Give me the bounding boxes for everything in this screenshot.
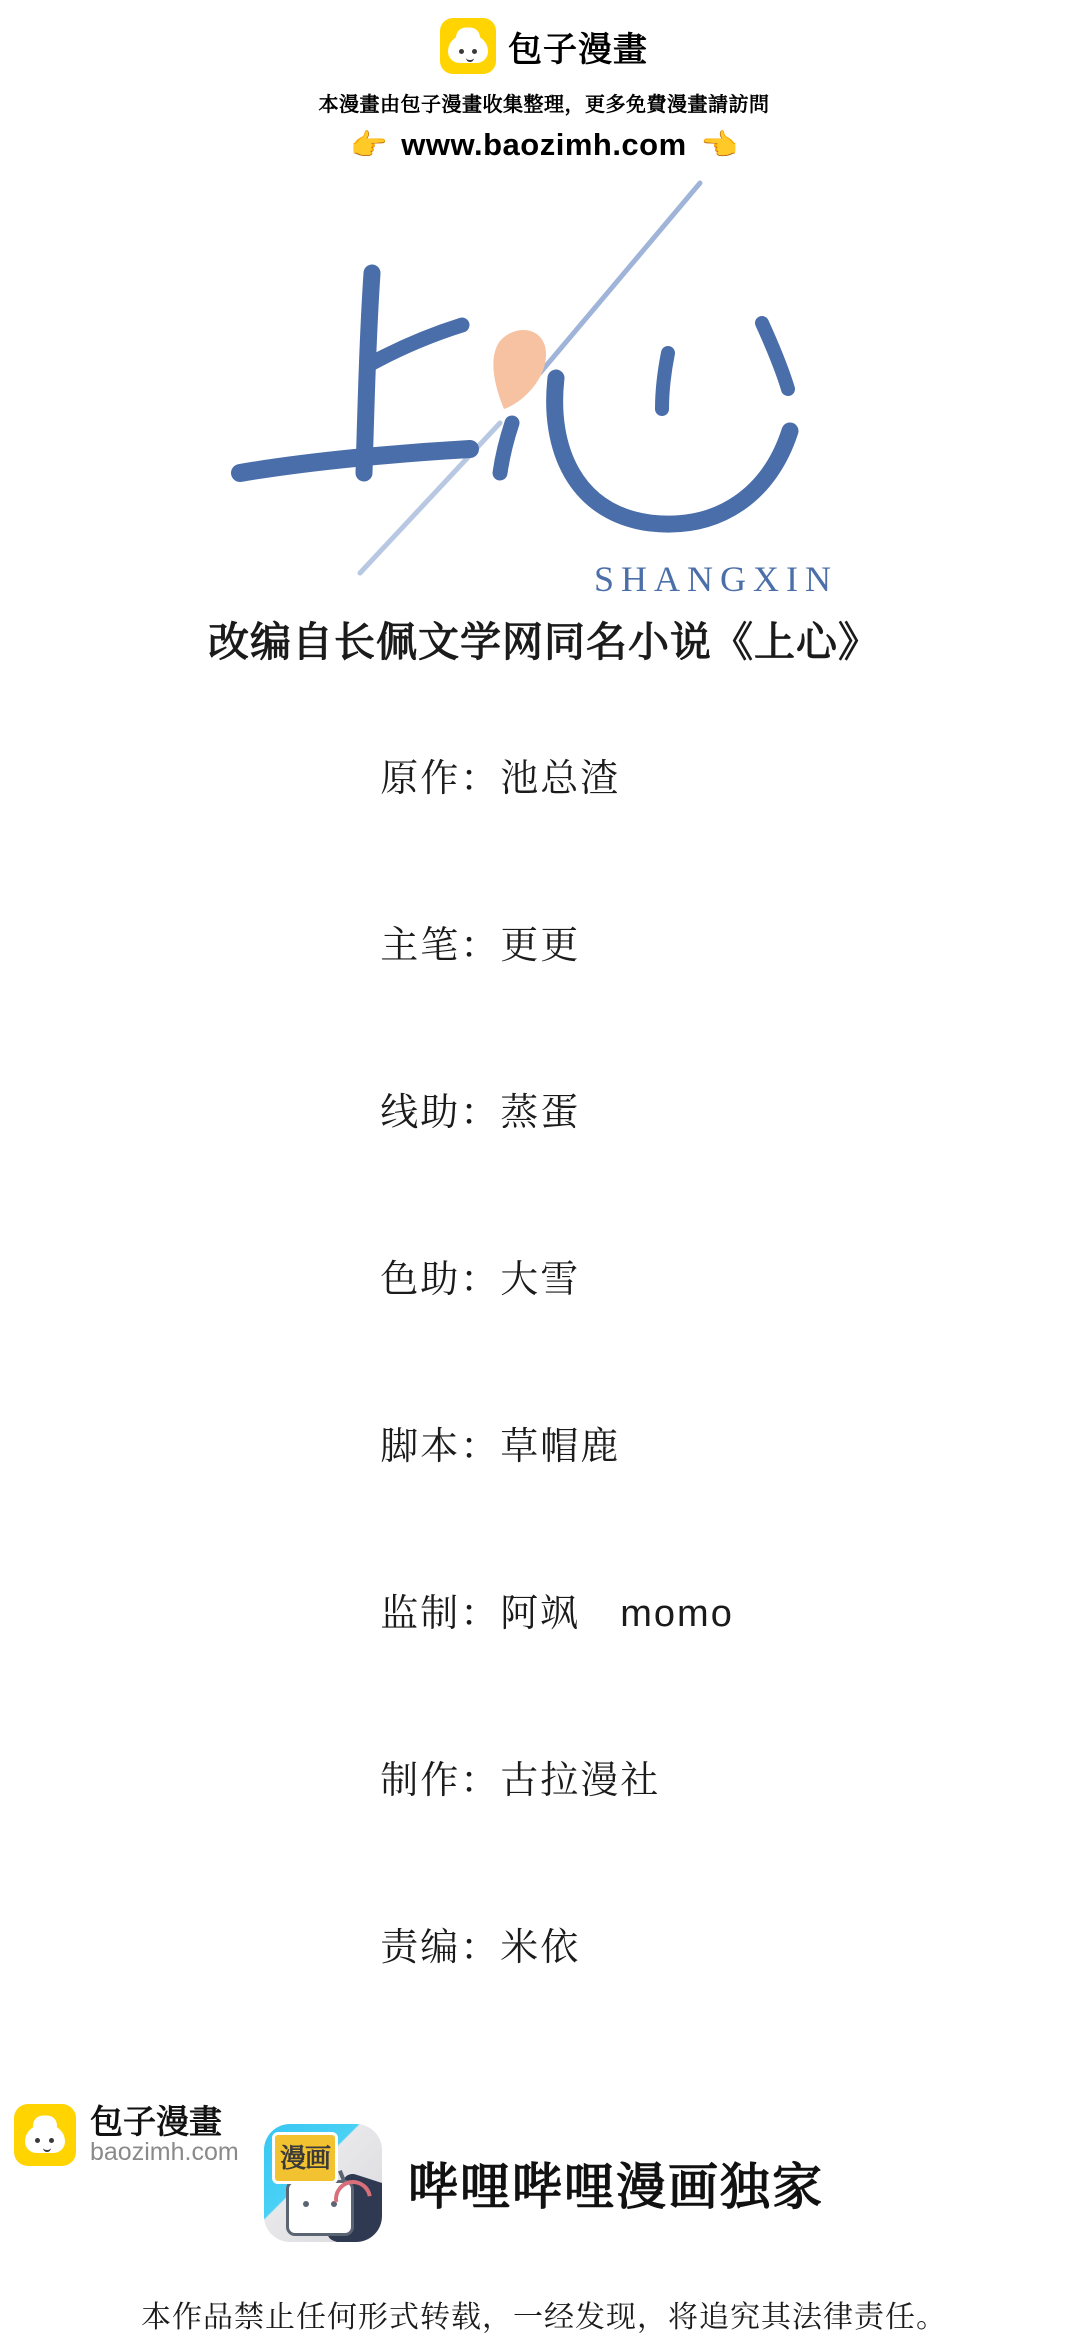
pointing-hand-left-icon: 👈 [700, 128, 739, 162]
banner-notice: 本漫畫由包子漫畫收集整理，更多免費漫畫請訪問 [318, 94, 770, 116]
credit-separator: ： [460, 758, 501, 800]
footer-watermark [0, 2104, 239, 2166]
credit-row [330, 1205, 1088, 1346]
baozi-bun-icon [14, 2104, 76, 2166]
brand-row [0, 18, 1088, 74]
credit-row [330, 1372, 1088, 1513]
credit-name: 古拉漫社 [500, 1760, 661, 1802]
credit-separator: ： [460, 1092, 501, 1134]
credit-separator: ： [460, 1259, 501, 1301]
credit-row [330, 1706, 1088, 1847]
credits-list [0, 704, 1088, 2014]
top-banner [0, 0, 1088, 163]
latin-title: SHANGXIN [594, 559, 838, 599]
copyright-notice: 本作品禁止任何形式转载，一经发现，将追究其法律责任。 [141, 2301, 947, 2334]
footer-text-group [90, 2102, 239, 2167]
credit-role: 责编 [380, 1927, 461, 1969]
site-url[interactable]: www.baozimh.com [401, 127, 687, 162]
credit-separator: ： [460, 1760, 501, 1802]
credit-row [330, 1873, 1088, 2014]
credit-name: 草帽鹿 [500, 1426, 621, 1468]
credit-name: 蒸蛋 [500, 1092, 581, 1134]
credit-row [330, 871, 1088, 1012]
credit-name: 米依 [500, 1927, 581, 1969]
credit-separator: ： [460, 1593, 501, 1635]
credit-role: 色助 [380, 1259, 461, 1301]
banner-url-row [0, 127, 1088, 163]
brand-name: 包子漫畫 [508, 30, 648, 69]
credit-separator: ： [460, 925, 501, 967]
credit-separator: ： [460, 1927, 501, 1969]
credit-name: 阿飒 momo [500, 1593, 734, 1635]
credit-row [330, 704, 1088, 845]
adaptation-line: 改编自长佩文学网同名小说《上心》 [208, 619, 880, 665]
credit-role: 线助 [380, 1092, 461, 1134]
credit-role: 原作 [380, 758, 461, 800]
credit-name: 更更 [500, 925, 581, 967]
credit-role: 主笔 [380, 925, 461, 967]
credit-role: 脚本 [380, 1426, 461, 1468]
credit-name: 池总渣 [500, 758, 621, 800]
baozi-bun-icon [440, 18, 496, 74]
footer-brand-name: 包子漫畫 [90, 2102, 222, 2140]
manga-badge-text: 漫画 [272, 2132, 338, 2184]
credit-role: 制作 [380, 1760, 461, 1802]
credit-row [330, 1038, 1088, 1179]
credit-role: 监制 [380, 1593, 461, 1635]
footer-url[interactable]: baozimh.com [90, 2138, 239, 2167]
bilibili-manga-app-icon [264, 2124, 382, 2242]
shangxin-title-logo [0, 173, 1088, 603]
title-logo-artwork [0, 173, 1088, 603]
credit-row [330, 1539, 1088, 1680]
credit-separator: ： [460, 1426, 501, 1468]
bilibili-exclusive-label: 哔哩哔哩漫画独家 [408, 2159, 824, 2215]
pointing-hand-right-icon: 👉 [349, 128, 388, 162]
credit-name: 大雪 [500, 1259, 581, 1301]
